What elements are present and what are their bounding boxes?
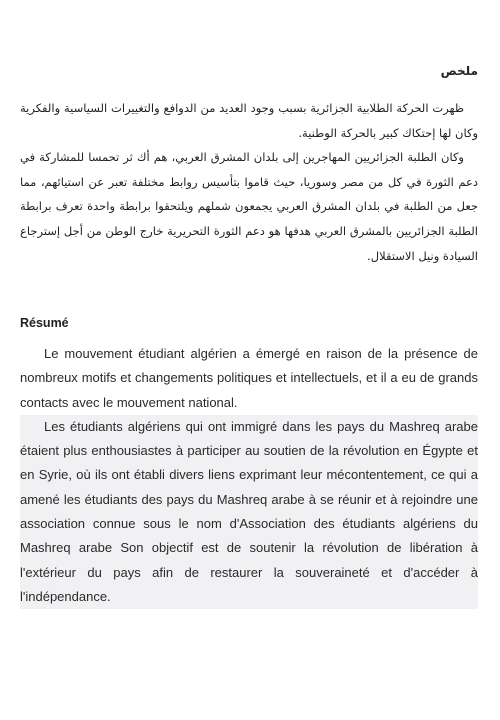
french-paragraph-1: Le mouvement étudiant algérien a émergé en raison de la présence de nombreux motifs et changements politiques et intellectuels, et il a eu de grands contacts avec le mouvement national. <box>20 346 478 410</box>
arabic-summary-title: ملخص <box>440 64 478 78</box>
arabic-summary-body <box>20 96 478 268</box>
arabic-paragraph-2: وكان الطلبة الجزائريين المهاجرين إلى بلدان المشرق العربي، هم أك ثر تحمسا للمشاركة في دعم الثورة في كل من مصر وسوريا، حيث قاموا بتأسيس روابط مختلفة تعبر عن استيائهم، مما جعل من الطلبة في بلدان المشرق العربي يجمعون شملهم ويلتحقوا برابطة واحدة تعرف برابطة الطلبة الجزائريين بالمشرق العربي هدفها هو دعم الثورة التحريرية خارج الوطن من أجل إسترجاع السيادة ونيل الاستقلال. <box>20 150 478 263</box>
french-summary-title: Résumé <box>20 316 69 330</box>
arabic-paragraph-1: ظهرت الحركة الطلابية الجزائرية بسبب وجود العديد من الدوافع والتغييرات السياسية والفكرية وكان لها إحتكاك كبير بالحركة الوطنية. <box>20 101 478 140</box>
french-paragraph-2: Les étudiants algériens qui ont immigré dans les pays du Mashreq arabe étaient plus enthousiastes à participer au soutien de la révolution en Égypte et en Syrie, où ils ont établi divers liens exprimant leur mécontentement, ce qui a amené les étudiants des pays du Mashreq arabe à se réunir et à rejoindre une association connue sous le nom d'Association des étudiants algériens du Mashreq arabe Son objectif est de soutenir la révolution de libération à l'extérieur du pays afin de restaurer la souveraineté et d'accéder à l'indépendance. <box>20 415 478 609</box>
french-summary-body <box>20 342 478 609</box>
